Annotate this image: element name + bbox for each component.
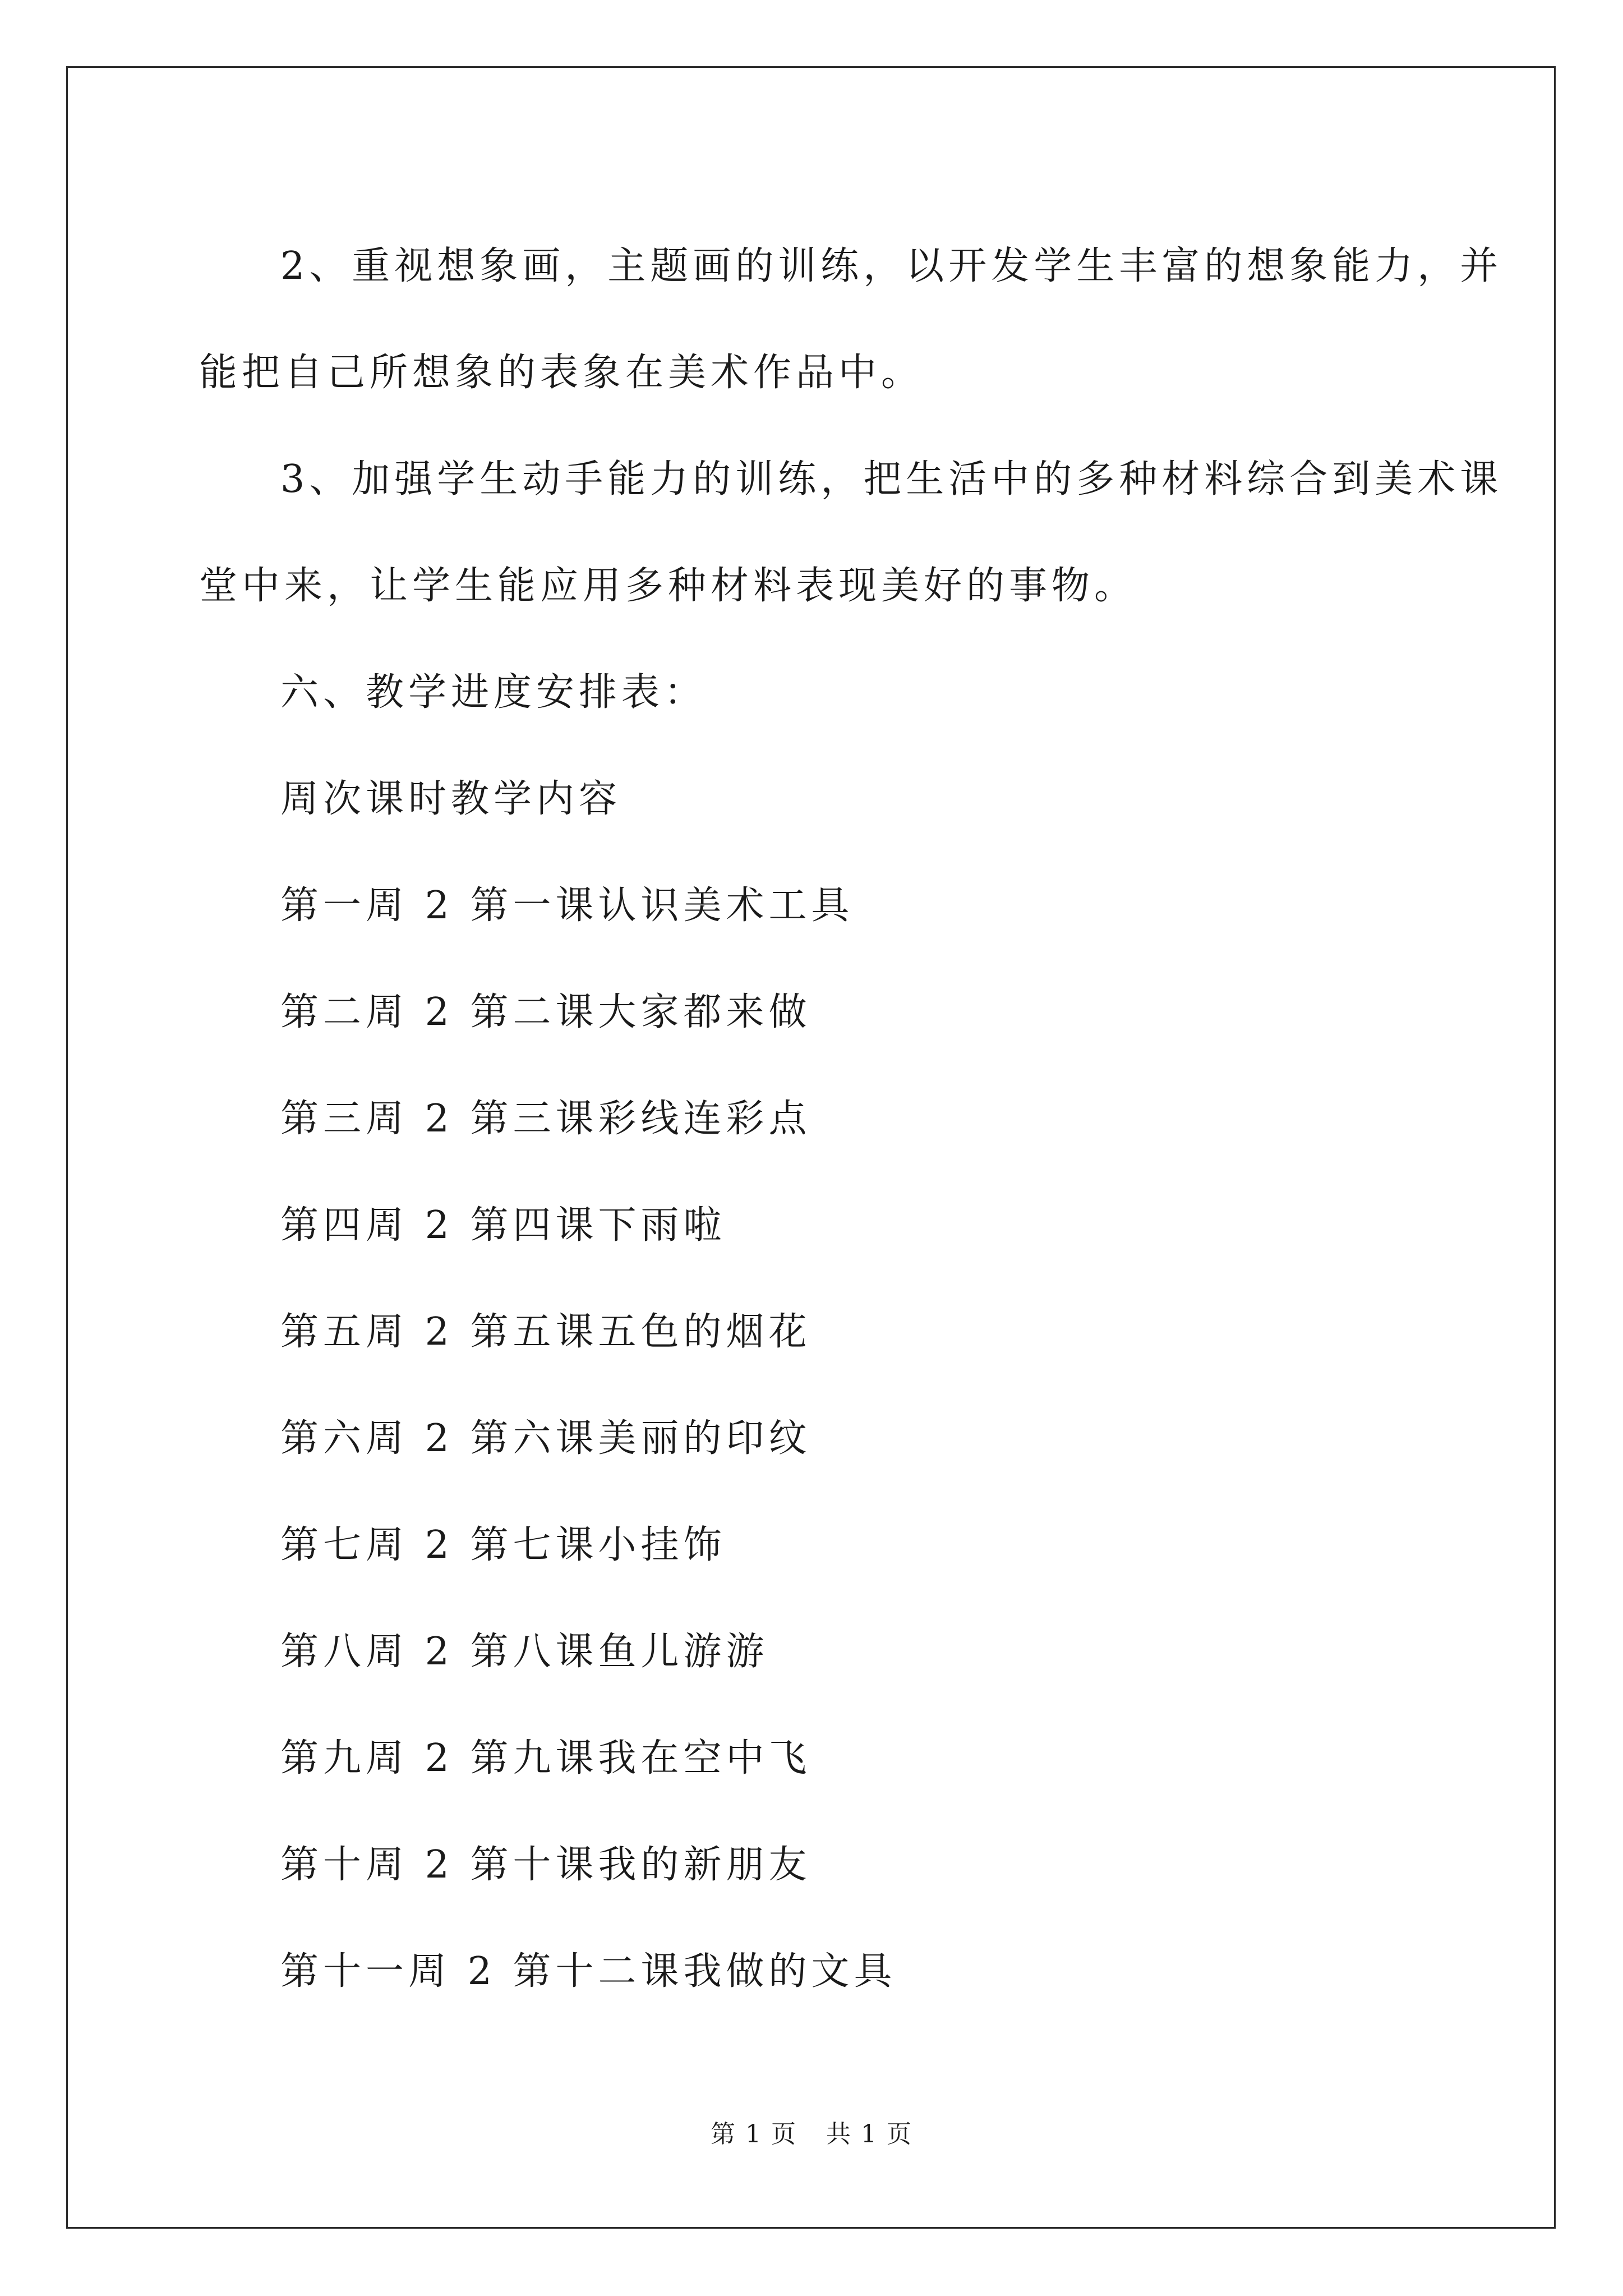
page-footer [0, 2114, 1623, 2150]
table-header: 周次课时教学内容 [280, 777, 622, 821]
schedule-row: 第四周 2 第四课下雨啦 [280, 1203, 726, 1248]
section-heading: 六、教学进度安排表： [280, 670, 707, 715]
paragraph-line: 能把自己所想象的表象在美术作品中。 [199, 351, 924, 395]
schedule-row: 第三周 2 第三课彩线连彩点 [280, 1097, 811, 1141]
paragraph-line: 2、重视想象画，主题画的训练，以开发学生丰富的想象能力，并 [280, 244, 1503, 288]
paragraph-line: 堂中来，让学生能应用多种材料表现美好的事物。 [199, 564, 1137, 608]
schedule-row: 第九周 2 第九课我在空中飞 [280, 1736, 811, 1780]
page-number: 第 1 页 [711, 2120, 797, 2148]
schedule-row: 第七周 2 第七课小挂饰 [280, 1523, 726, 1567]
page-total: 共 1 页 [826, 2120, 912, 2148]
schedule-row: 第二周 2 第二课大家都来做 [280, 990, 811, 1034]
schedule-row: 第八周 2 第八课鱼儿游游 [280, 1630, 769, 1674]
schedule-row: 第五周 2 第五课五色的烟花 [280, 1310, 811, 1354]
schedule-row: 第六周 2 第六课美丽的印纹 [280, 1416, 811, 1461]
schedule-row: 第十周 2 第十课我的新朋友 [280, 1843, 811, 1887]
schedule-row: 第一周 2 第一课认识美术工具 [280, 884, 854, 928]
paragraph-line: 3、加强学生动手能力的训练，把生活中的多种材料综合到美术课 [280, 457, 1503, 501]
schedule-row: 第十一周 2 第十二课我做的文具 [280, 1949, 897, 1994]
document-body [199, 213, 1503, 2025]
